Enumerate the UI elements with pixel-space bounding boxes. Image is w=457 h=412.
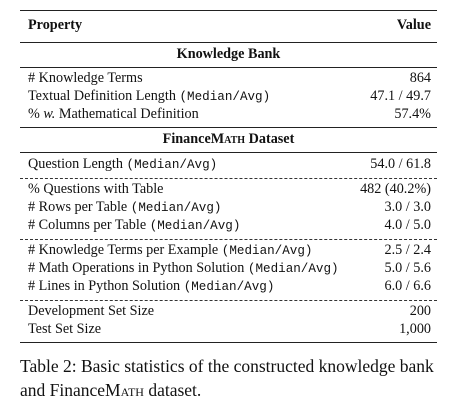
header-rule (20, 42, 437, 43)
row-label: Question Length (Median/Avg) (28, 156, 218, 172)
row-label: Textual Definition Length (Median/Avg) (28, 88, 271, 104)
section-rule-top-financemath (20, 127, 437, 128)
dashed-divider (20, 178, 437, 179)
dashed-divider (20, 239, 437, 240)
row-value: 57.4% (394, 106, 431, 122)
section-title-financemath: FinanceMath Dataset (162, 131, 295, 147)
row-value: 864 (409, 70, 431, 86)
row-value: 1,000 (399, 321, 431, 337)
row-label: Development Set Size (28, 303, 155, 319)
row-value: 4.0 / 5.0 (384, 217, 431, 233)
table-caption: Table 2: Basic statistics of the constructed knowledge bank and FinanceMath dataset. (20, 356, 434, 400)
row-value: 47.1 / 49.7 (370, 88, 431, 104)
row-value: 482 (40.2%) (360, 181, 431, 197)
row-value: 3.0 / 3.0 (384, 199, 431, 215)
row-label: # Rows per Table (Median/Avg) (28, 199, 222, 215)
row-value: 2.5 / 2.4 (384, 242, 431, 258)
row-value: 6.0 / 6.6 (384, 278, 431, 294)
row-value: 5.0 / 5.6 (384, 260, 431, 276)
row-value: 54.0 / 61.8 (370, 156, 431, 172)
top-rule (20, 10, 437, 11)
row-label: # Lines in Python Solution (Median/Avg) (28, 278, 275, 294)
row-label: # Knowledge Terms (28, 70, 143, 86)
row-label: # Math Operations in Python Solution (Median/Avg) (28, 260, 339, 276)
row-label: % w. Mathematical Definition (28, 106, 199, 122)
header-value: Value (396, 17, 431, 33)
row-label: % Questions with Table (28, 181, 164, 197)
dashed-divider (20, 300, 437, 301)
section-rule-knowledge-bank (20, 67, 437, 68)
section-rule-financemath (20, 152, 437, 153)
row-value: 200 (409, 303, 431, 319)
row-label: Test Set Size (28, 321, 102, 337)
bottom-rule (20, 342, 437, 343)
row-label: # Knowledge Terms per Example (Median/Avg) (28, 242, 313, 258)
section-title-knowledge-bank: Knowledge Bank (176, 46, 281, 62)
header-property: Property (28, 17, 83, 33)
row-label: # Columns per Table (Median/Avg) (28, 217, 241, 233)
